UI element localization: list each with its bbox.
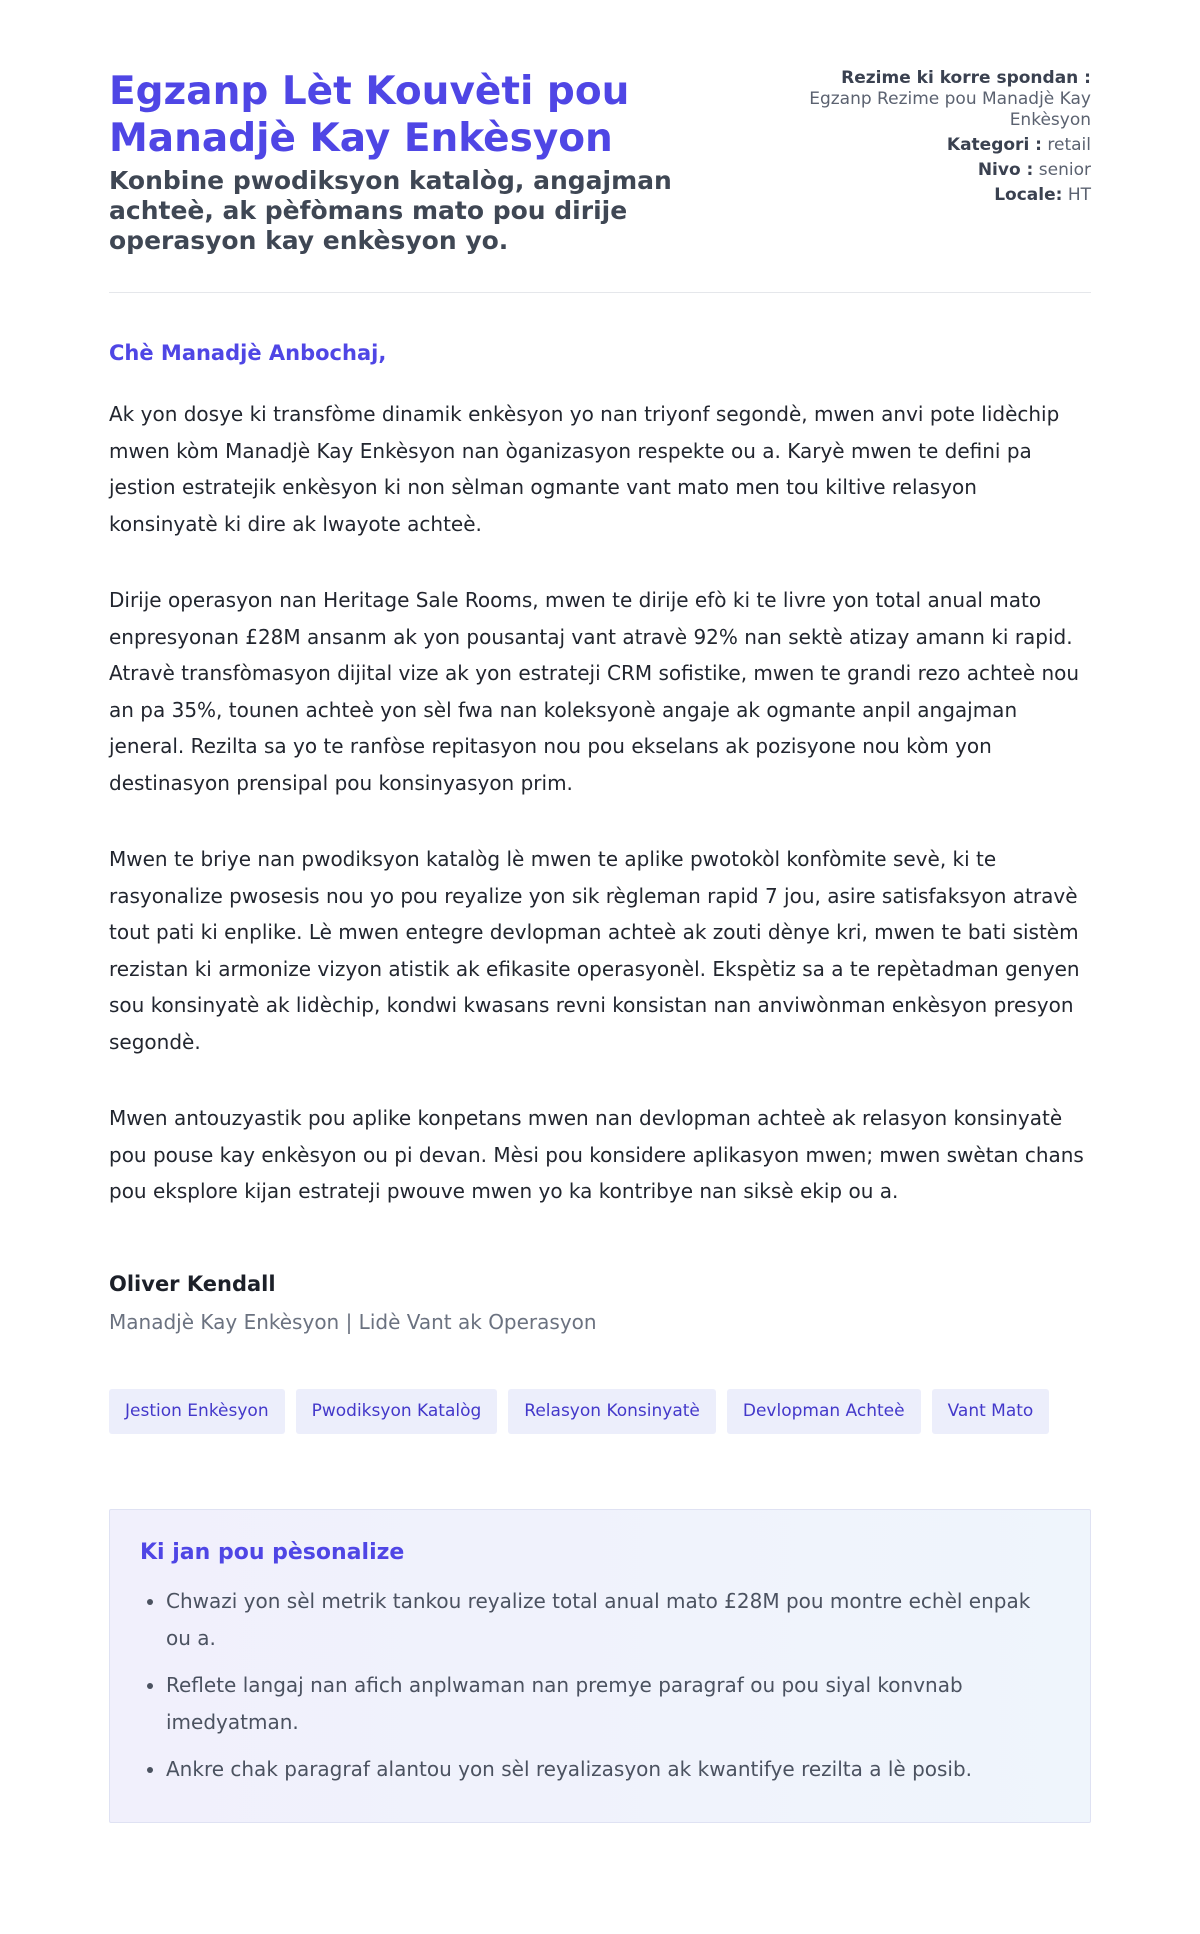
meta-level-label: Nivo : <box>977 160 1034 180</box>
tips-list <box>140 1583 1060 1788</box>
skill-tags <box>109 1389 1091 1434</box>
tips-list-item: • Reflete langaj nan afich anplwaman nan premye paragraf ou pou siyal konvnab imedyatman. <box>166 1667 1060 1741</box>
skill-tag: Pwodiksyon Katalòg <box>296 1389 498 1434</box>
skill-tag: Jestion Enkèsyon <box>109 1389 285 1434</box>
meta-resume-label: Rezime ki korre spondan : <box>841 68 1091 88</box>
salutation: Chè Manadjè Anbochaj, <box>109 341 387 365</box>
signature-role: Manadjè Kay Enkèsyon | Lidè Vant ak Operasyon <box>109 1309 597 1334</box>
tips-title: Ki jan pou pèsonalize <box>140 1539 405 1565</box>
customization-tips-box <box>109 1509 1091 1823</box>
meta-locale-label: Locale: <box>994 185 1063 205</box>
meta-category <box>791 135 1091 156</box>
letter-body <box>109 396 1091 1210</box>
header-title-block <box>109 68 709 256</box>
skill-tag: Relasyon Konsinyatè <box>508 1389 716 1434</box>
tips-list-item: • Chwazi yon sèl metrik tankou reyalize total anual mato £28M pou montre echèl enpak ou a. <box>166 1583 1060 1657</box>
header <box>109 68 1091 293</box>
meta-locale <box>791 185 1091 206</box>
letter-paragraph: Mwen antouzyastik pou aplike konpetans mwen nan devlopman achteè ak relasyon konsinyatè pou pouse kay enkèsyon ou pi devan. Mèsi pou konsidere aplikasyon mwen; mwen swètan chans pou eksplore kijan estrateji pwouve mwen yo ka kontribye nan siksè ekip ou a. <box>109 1106 1084 1203</box>
meta-category-value: retail <box>1047 135 1091 155</box>
meta-panel <box>791 68 1091 206</box>
page-subtitle: Konbine pwodiksyon katalòg, angajman achteè, ak pèfòmans mato pou dirije operasyon kay enkèsyon yo. <box>109 166 672 255</box>
skill-tag: Devlopman Achteè <box>727 1389 921 1434</box>
meta-resume <box>791 68 1091 131</box>
meta-resume-value: Egzanp Rezime pou Manadjè Kay Enkèsyon <box>809 89 1091 130</box>
signature-block <box>109 1272 1091 1334</box>
letter-paragraph: Dirije operasyon nan Heritage Sale Rooms, mwen te dirije efò ki te livre yon total anual mato enpresyonan £28M ansanm ak yon pousantaj vant atravè 92% nan sektè atizay amann ki rapid. Atravè transfòmasyon dijital vize ak yon estrateji CRM sofistike, mwen te grandi rezo achteè nou an pa 35%, tounen achteè yon sèl fwa nan koleksyonè angaje ak ogmante anpil angajman jeneral. Rezilta sa yo te ranfòse repitasyon nou pou ekselans ak pozisyone nou kòm yon destinasyon prensipal pou konsinyasyon prim. <box>109 588 1080 795</box>
meta-category-label: Kategori : <box>946 135 1042 155</box>
page-title: Egzanp Lèt Kouvèti pou Manadjè Kay Enkèsyon <box>109 69 630 161</box>
letter-paragraph: Ak yon dosye ki transfòme dinamik enkèsyon yo nan triyonf segondè, mwen anvi pote lidèchip mwen kòm Manadjè Kay Enkèsyon nan òganizasyon respekte ou a. Karyè mwen te defini pa jestion estratejik enkèsyon ki non sèlman ogmante vant mato men tou kiltive relasyon konsinyatè ki dire ak lwayote achteè. <box>109 402 1060 536</box>
signature-name: Oliver Kendall <box>109 1271 276 1296</box>
tips-list-item: • Ankre chak paragraf alantou yon sèl reyalizasyon ak kwantifye rezilta a lè posib. <box>166 1751 1060 1788</box>
skill-tag: Vant Mato <box>932 1389 1050 1434</box>
meta-locale-value: HT <box>1067 185 1091 205</box>
letter-paragraph: Mwen te briye nan pwodiksyon katalòg lè mwen te aplike pwotokòl konfòmite sevè, ki te rasyonalize pwosesis nou yo pou reyalize yon sik règleman rapid 7 jou, asire satisfaksyon atravè tout pati ki enplike. Lè mwen entegre devlopman achteè ak zouti dènye kri, mwen te bati sistèm rezistan ki armonize vizyon atistik ak efikasite operasyonèl. Ekspètiz sa a te repètadman genyen sou konsinyatè ak lidèchip, kondwi kwasans revni konsistan nan anviwònman enkèsyon presyon segondè. <box>109 847 1080 1054</box>
meta-level-value: senior <box>1038 160 1091 180</box>
meta-level <box>791 160 1091 181</box>
